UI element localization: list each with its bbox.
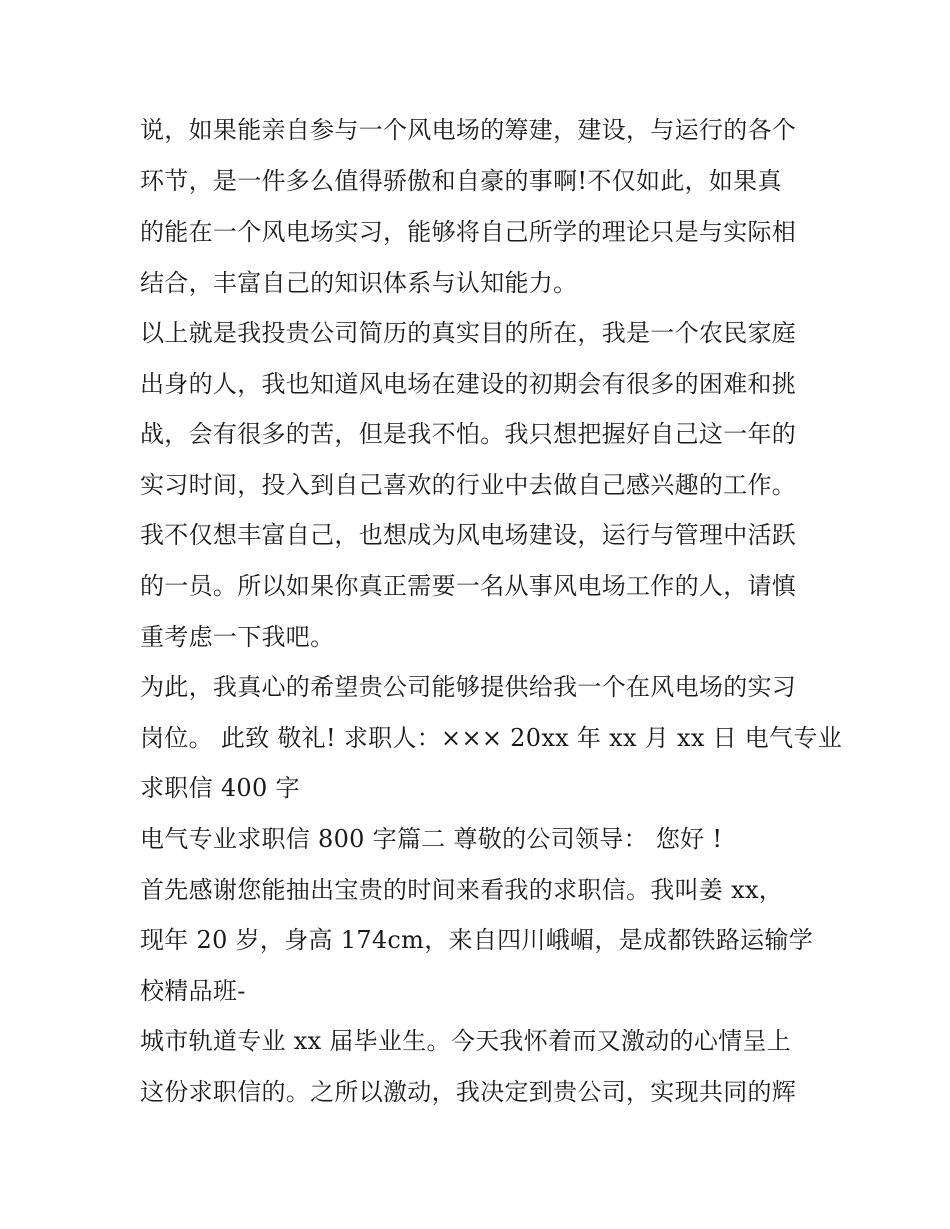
paragraph-line: 求职信 400 字 — [140, 774, 300, 802]
paragraph-line: 为此，我真心的希望贵公司能够提供给我一个在风电场的实习 — [140, 673, 797, 701]
paragraph-line: 岗位。 此致 敬礼! 求职人：××× 20xx 年 xx 月 xx 日 电气专业 — [140, 724, 843, 752]
paragraph-line: 的能在一个风电场实习，能够将自己所学的理论只是与实际相 — [140, 218, 797, 246]
paragraph-line: 我不仅想丰富自己，也想成为风电场建设，运行与管理中活跃 — [140, 521, 797, 549]
paragraph-line: 实习时间，投入到自己喜欢的行业中去做自己感兴趣的工作。 — [140, 471, 797, 499]
paragraph-line: 重考虑一下我吧。 — [140, 623, 335, 651]
paragraph-line: 结合，丰富自己的知识体系与认知能力。 — [140, 269, 578, 297]
paragraph-line: 首先感谢您能抽出宝贵的时间来看我的求职信。我叫姜 xx， — [140, 876, 784, 904]
paragraph-line: 以上就是我投贵公司简历的真实目的所在，我是一个农民家庭 — [140, 319, 797, 347]
paragraph-line: 电气专业求职信 800 字篇二 尊敬的公司领导： 您好 ! — [140, 825, 723, 853]
paragraph-line: 战，会有很多的苦，但是我不怕。我只想把握好自己这一年的 — [140, 420, 797, 448]
paragraph-line: 说，如果能亲自参与一个风电场的筹建，建设，与运行的各个 — [140, 116, 797, 144]
paragraph-line: 城市轨道专业 xx 届毕业生。今天我怀着而又激动的心情呈上 — [140, 1027, 792, 1055]
paragraph-line: 现年 20 岁，身高 174cm，来自四川峨嵋，是成都铁路运输学 — [140, 926, 814, 954]
paragraph-line: 校精品班- — [140, 977, 246, 1005]
paragraph-line: 的一员。所以如果你真正需要一名从事风电场工作的人，请慎 — [140, 572, 797, 600]
paragraph-line: 环节，是一件多么值得骄傲和自豪的事啊!不仅如此，如果真 — [140, 167, 782, 195]
paragraph-line: 出身的人，我也知道风电场在建设的初期会有很多的困难和挑 — [140, 370, 797, 398]
paragraph-line: 这份求职信的。之所以激动，我决定到贵公司，实现共同的辉 — [140, 1078, 797, 1106]
